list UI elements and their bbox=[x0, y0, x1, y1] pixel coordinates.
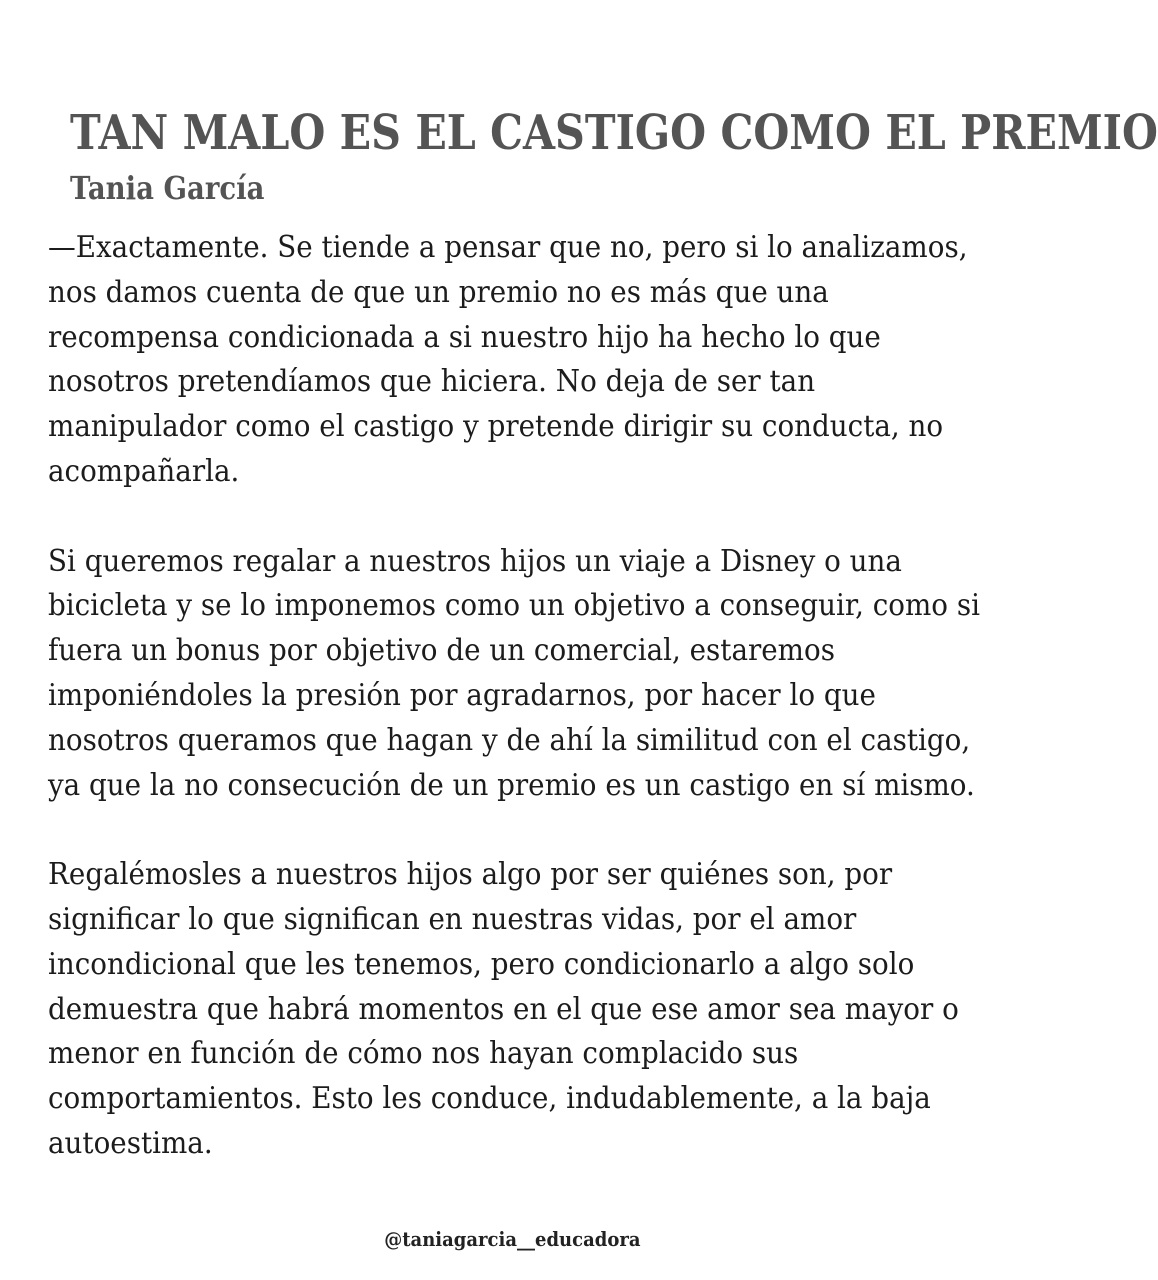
social-handle: @taniagarcia__educadora bbox=[383, 1227, 641, 1251]
footer-handle bbox=[0, 1224, 1024, 1254]
paragraph-2: Si queremos regalar a nuestros hijos un viaje a Disney o una bicicleta y se lo imponemos como un objetivo a conseguir, como si fuera un bonus por objetivo de un comercial, estaremos imponiéndoles la presión por agradarnos, por hacer lo que nosotros queramos que hagan y de ahí la similitud con el castigo, ya que la no consecución de un premio es un castigo en sí mismo. bbox=[48, 543, 980, 803]
article-body bbox=[48, 226, 988, 1167]
author-name: Tania García bbox=[70, 169, 265, 207]
paragraph-3: Regalémosles a nuestros hijos algo por ser quiénes son, por significar lo que significan en nuestras vidas, por el amor incondicional que les tenemos, pero condicionarlo a algo solo demuestra que habrá momentos en el que ese amor sea mayor o menor en función de cómo nos hayan complacido sus comportamientos. Esto les conduce, indudablemente, a la baja autoestima. bbox=[48, 857, 959, 1161]
page-title: TAN MALO ES EL CASTIGO COMO EL PREMIO bbox=[70, 105, 1158, 161]
paragraph-1: —Exactamente. Se tiende a pensar que no, pero si lo analizamos, nos damos cuenta de que un premio no es más que una recompensa condicionada a si nuestro hijo ha hecho lo que nosotros pretendíamos que hiciera. No deja de ser tan manipulador como el castigo y pretende dirigir su conducta, no acompañarla. bbox=[48, 230, 968, 489]
